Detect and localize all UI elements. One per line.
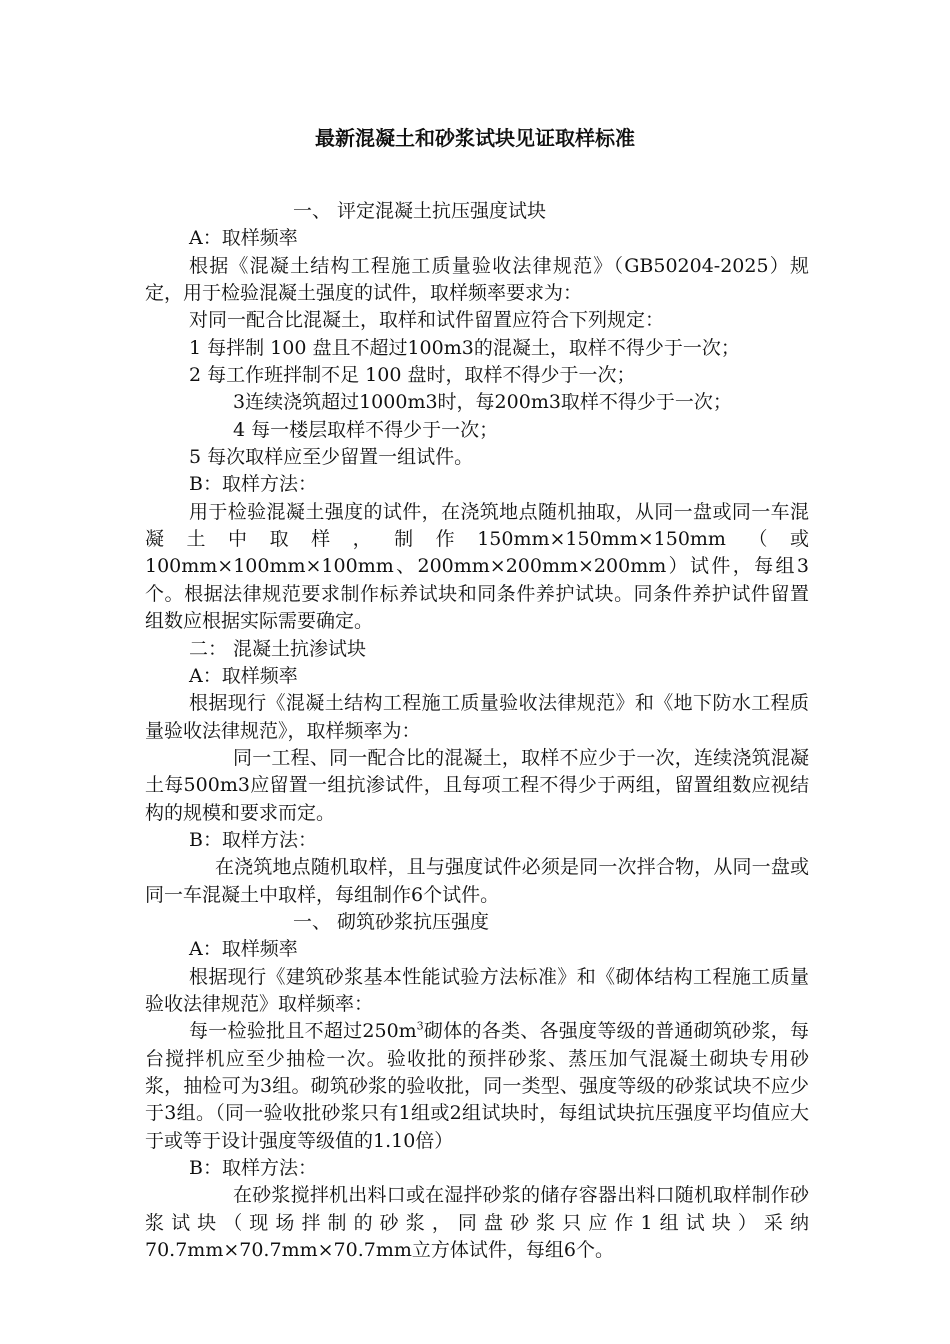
section-1-heading: 一、 评定混凝土抗压强度试块 — [293, 200, 547, 222]
section-1-rule-1: 1 每拌制 100 盘且不超过100m3的混凝土，取样不得少于一次； — [189, 336, 740, 359]
section-3-freq-text-sup: 3 — [416, 1019, 424, 1033]
section-1-rule-4: 4 每一楼层取样不得少于一次； — [233, 418, 499, 441]
section-2-method-label: B：取样方法： — [189, 828, 317, 851]
section-1-rules-intro: 对同一配合比混凝土，取样和试件留置应符合下列规定： — [189, 309, 665, 332]
section-1-rule-2: 2 每工作班拌制不足 100 盘时，取样不得少于一次； — [189, 364, 636, 387]
section-2-method-text: 在浇筑地点随机取样，且与强度试件必须是同一次拌合物，从同一盘或同一车混凝土中取样，每组制作6个试件。 — [145, 856, 809, 906]
section-2-freq-text: 同一工程、同一配合比的混凝土，取样不应少于一次，连续浇筑混凝土每500m3应留置一组抗渗试件，且每项工程不得少于两组，留置组数应视结构的规模和要求而定。 — [145, 746, 809, 824]
section-3-freq-text — [145, 1018, 809, 1155]
section-2-heading: 二： 混凝土抗渗试块 — [189, 637, 367, 660]
section-3-method-label: B：取样方法： — [189, 1157, 317, 1180]
section-3-freq-text-b: 砌体的各类、各强度等级的普通砌筑砂浆，每台搅拌机应至少抽检一次。验收批的预拌砂浆、蒸压加气混凝土砌块专用砂浆，抽检可为3组。砌筑砂浆的验收批，同一类型、强度等级的砂浆试块不应少于3组。（同一验收批砂浆只有1组或2组试块时，每组试块抗压强度平均值应大于或等于设计强度等级值的1.10倍） — [145, 1020, 809, 1152]
section-3-freq-intro: 根据现行《建筑砂浆基本性能试验方法标准》和《砌体结构工程施工质量验收法律规范》取样频率： — [145, 965, 809, 1015]
document-title: 最新混凝土和砂浆试块见证取样标准 — [315, 126, 635, 150]
section-3-freq-text-a: 每一检验批且不超过250m — [189, 1020, 417, 1043]
section-2-freq-intro: 根据现行《混凝土结构工程施工质量验收法律规范》和《地下防水工程质量验收法律规范》，取样频率为： — [145, 692, 809, 742]
section-3-heading: 一、 砌筑砂浆抗压强度 — [293, 910, 490, 933]
section-1-method-text: 用于检验混凝土强度的试件，在浇筑地点随机抽取，从同一盘或同一车混凝土中取样，制作150mm×150mm×150mm（或100mm×100mm×100mm、200mm×200mm×200mm）试件，每组3个。根据法律规范要求制作标养试块和同条件养护试块。同条件养护试件留置组数应根据实际需要确定。 — [145, 500, 809, 633]
section-1-rule-3: 3连续浇筑超过1000m3时，每200m3取样不得少于一次； — [233, 391, 732, 414]
section-1-freq-label: A：取样频率 — [189, 227, 298, 250]
section-1-method-label: B：取样方法： — [189, 473, 317, 496]
document-body — [145, 198, 809, 1264]
section-2-freq-label: A：取样频率 — [189, 664, 298, 687]
section-3-method-text: 在砂浆搅拌机出料口或在湿拌砂浆的储存容器出料口随机取样制作砂浆试块（现场拌制的砂浆，同盘砂浆只应作1组试块）采纳70.7mm×70.7mm×70.7mm立方体试件，每组6个。 — [145, 1184, 809, 1262]
section-3-freq-label: A：取样频率 — [189, 938, 298, 961]
section-1-rule-5: 5 每次取样应至少留置一组试件。 — [189, 446, 474, 469]
section-1-freq-intro: 根据《混凝土结构工程施工质量验收法律规范》（GB50204-2025）规定，用于检验混凝土强度的试件，取样频率要求为： — [145, 254, 809, 305]
